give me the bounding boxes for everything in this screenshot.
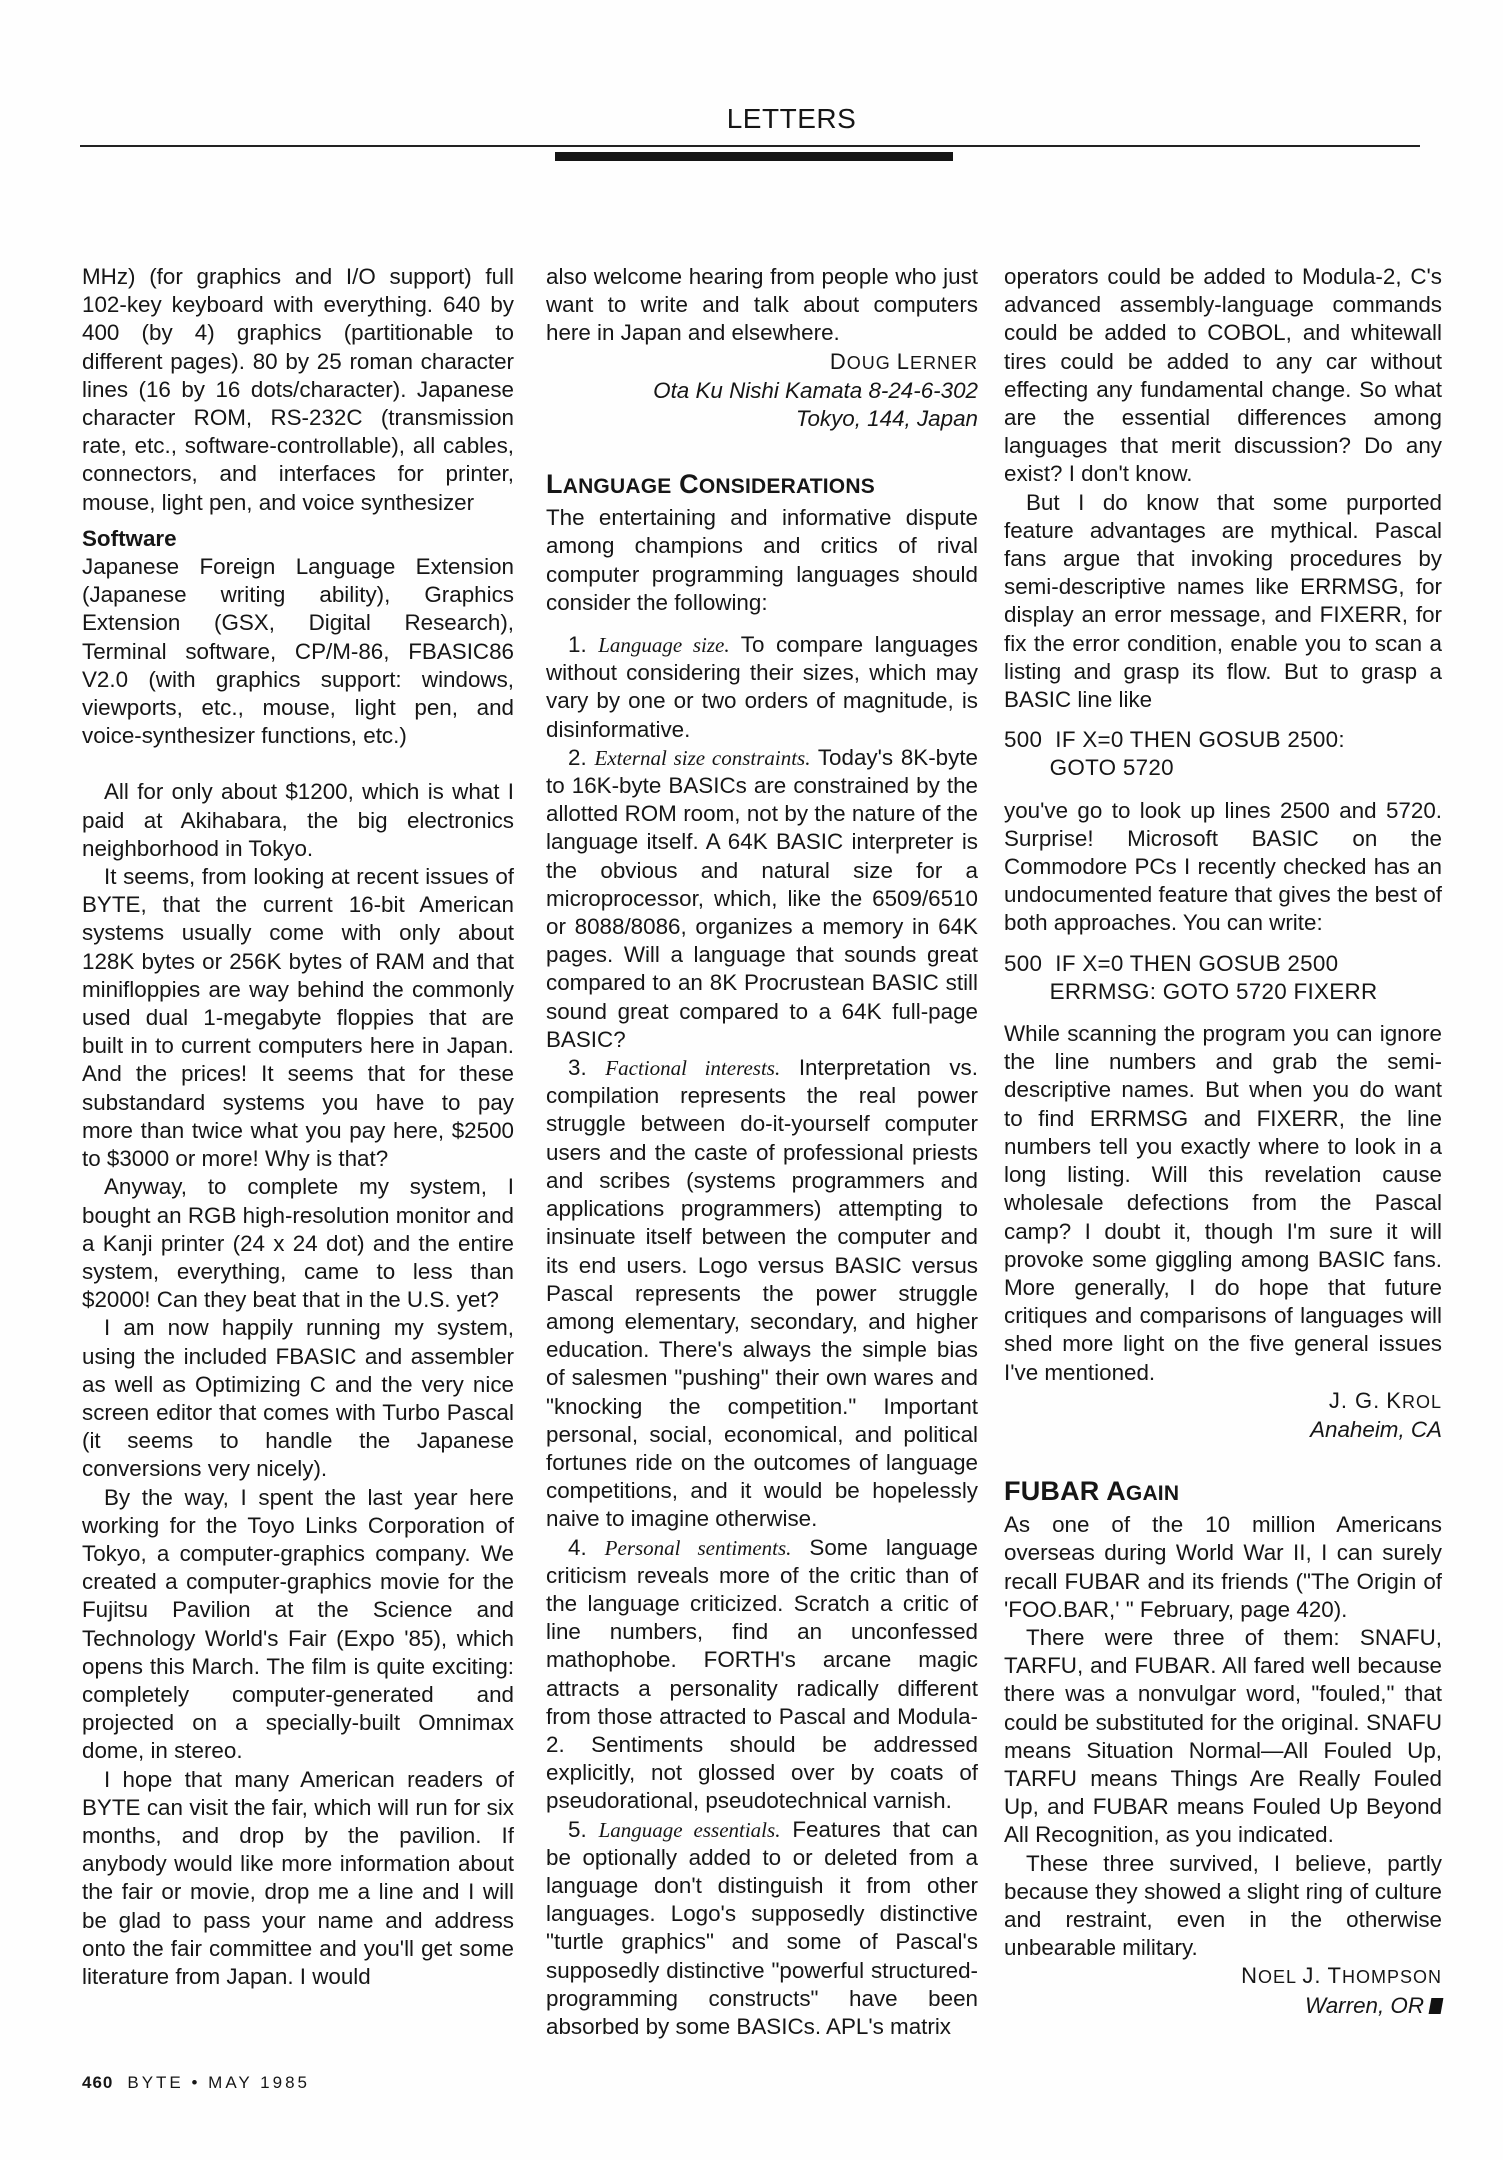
header-bar: [555, 152, 953, 161]
page-footer: [82, 2073, 310, 2093]
end-mark-icon: [1429, 1998, 1444, 2014]
address-line: Ota Ku Nishi Kamata 8-24-6-302: [653, 377, 978, 403]
software-heading: Software: [82, 525, 177, 551]
list-item: 1. Language size. To compare languages without considering their sizes, which may vary by one or two orders of magnitude, is disinformative.: [546, 632, 978, 742]
page-number: 460: [82, 2073, 114, 2092]
footer-text: BYTE • MAY 1985: [127, 2073, 310, 2092]
paragraph: I am now happily running my system, using the included FBASIC and assembler as well as Optimizing C and the very nice screen editor that comes with Turbo Pascal (it seems to handle the Japanese conversions very nicely).: [82, 1315, 514, 1482]
paragraph: These three survived, I believe, partly because they showed a slight ring of culture and restraint, even in the otherwise unbearable military.: [1004, 1850, 1442, 1961]
fubar-again-heading: FUBAR AGAIN: [1004, 1476, 1180, 1507]
header-rule: [80, 145, 1420, 147]
paragraph: I hope that many American readers of BYTE can visit the fair, which will run for six months, and drop by the pavilion. If anybody would like more information about the fair or movie, drop me a line and I will be glad to pass your name and address onto the fair committee and you'll get some literature from Japan. I would: [82, 1766, 514, 1989]
section-title: LETTERS: [726, 103, 857, 134]
address-line: Warren, OR: [1004, 1992, 1442, 2020]
paragraph: But I do know that some purported feature advantages are mythical. Pascal fans argue that invoking procedures by semi-descriptive names like ERRMSG, for display an error message, and FIXERR, for fix the error condition, enable you to scan a listing and grasp its flow. But to grasp a BASIC line like: [1004, 489, 1442, 713]
list-item: 5. Language essentials. Features that can be optionally added to or deleted from a language don't distinguish it from other languages. Logo's supposedly distinctive "turtle graphics" and some of Pascal's supposedly distinctive "powerful structured-programming constructs" have been absorbed by some BASICs. APL's matrix: [546, 1816, 978, 2039]
paragraph: Anyway, to complete my system, I bought an RGB high-resolution monitor and a Kanji printer (24 x 24 dot) and the entire system, everything, came to less than $2000! Can they beat that in the U.S. yet?: [82, 1174, 514, 1313]
signature-krol: J. G. KROL: [1328, 1387, 1442, 1413]
paragraph: The entertaining and informative dispute among champions and critics of rival computer programming languages should consider the following:: [546, 505, 978, 615]
signature-thompson: NOEL J. THOMPSON: [1241, 1963, 1442, 1989]
code-line: 500 IF X=0 THEN GOSUB 2500: [1004, 950, 1339, 976]
paragraph: All for only about $1200, which is what I paid at Akihabara, the big electronics neighborhood in Tokyo.: [82, 779, 514, 861]
column-2: [546, 263, 978, 2041]
paragraph: MHz) (for graphics and I/O support) full 102-key keyboard with everything. 640 by 400 (by 4) graphics (partitionable to different pages). 80 by 25 roman character lines (16 by 16 dots/character). Japanese character ROM, RS-232C (transmission rate, etc., software-controllable), all cables, connectors, and interfaces for printer, mouse, light pen, and voice synthesizer: [82, 264, 514, 515]
paragraph: you've go to look up lines 2500 and 5720. Surprise! Microsoft BASIC on the Commodore PCs I recently checked has an undocumented feature that gives the best of both approaches. You can write:: [1004, 797, 1442, 936]
paragraph: There were three of them: SNAFU, TARFU, and FUBAR. All fared well because there was a nonvulgar word, "fouled," that could be substituted for the original. SNAFU means Situation Normal—All Fouled Up, TARFU means Things Are Really Fouled Up, and FUBAR means Fouled Up Beyond All Recognition, as you indicated.: [1004, 1624, 1442, 1848]
code-line: GOTO 5720: [1004, 755, 1174, 781]
column-1: [82, 263, 514, 1991]
code-line: 500 IF X=0 THEN GOSUB 2500:: [1004, 727, 1345, 753]
paragraph: also welcome hearing from people who just want to write and talk about computers here in Japan and elsewhere.: [546, 264, 978, 346]
list-item: 2. External size constraints. Today's 8K-byte to 16K-byte BASICs are constrained by the allotted ROM room, not by the nature of the language itself. A 64K BASIC interpreter is the obvious and natural size for a microprocessor, which, like the 6509/6510 or 8088/8086, organizes a memory in 64K pages. Will a language that sounds great compared to an 8K Procrustean BASIC still sound great compared to a 64K full-page BASIC?: [546, 744, 978, 1052]
code-line: ERRMSG: GOTO 5720 FIXERR: [1004, 978, 1378, 1004]
code-block: [1004, 726, 1442, 782]
language-considerations-heading: LANGUAGE CONSIDERATIONS: [546, 469, 875, 500]
paragraph: By the way, I spent the last year here working for the Toyo Links Corporation of Tokyo, a computer-graphics company. We created a computer-graphics movie for the Fujitsu Pavilion at the Science and Technology World's Fair (Expo '85), which opens this March. The film is quite exciting: completely computer-generated and projected on a specially-built Omnimax dome, in stereo.: [82, 1484, 514, 1764]
list-item: 4. Personal sentiments. Some language criticism reveals more of the critic than of the language criticized. Scratch a critic of line numbers, find an unconfessed mathophobe. FORTH's arcane magic attracts a personality radically different from those attracted to Pascal and Modula-2. Sentiments should be addressed explicitly, not glossed over by coats of pseudorational, pseudotechnical varnish.: [546, 1534, 978, 1814]
paragraph: Japanese Foreign Language Extension (Japanese writing ability), Graphics Extension (GSX, Digital Research), Terminal software, CP/M-86, FBASIC86 V2.0 (with graphics support: windows, viewports, etc., mouse, light pen, and voice-synthesizer functions, etc.): [82, 554, 514, 749]
column-3: [1004, 263, 1442, 2020]
paragraph: While scanning the program you can ignore the line numbers and grab the semi-descriptive names. But when you do want to find ERRMSG and FIXERR, the line numbers tell you exactly where to look in a long listing. Will this revelation cause wholesale defections from the Pascal camp? I doubt it, though I'm sure it will provoke some giggling among BASIC fans. More generally, I do hope that future critiques and comparisons of languages will shed more light on the five general issues I've mentioned.: [1004, 1021, 1442, 1385]
paragraph: As one of the 10 million Americans overseas during World War II, I can surely recall FUBAR and its friends ("The Origin of 'FOO.BAR,' " February, page 420).: [1004, 1512, 1442, 1622]
list-item: 3. Factional interests. Interpretation vs. compilation represents the real power struggle between do-it-yourself computer users and the caste of professional priests and scribes (systems programmers and applications programmers) attempting to insinuate itself between the computer and its end users. Logo versus BASIC versus Pascal represents the power struggle among elementary, secondary, and higher education. There's always the simple bias of salesmen "pushing" their own wares and "knocking the competition." Important personal, social, economical, and political fortunes ride on the outcomes of language competitions, and it would be hopelessly naive to imagine otherwise.: [546, 1055, 978, 1532]
address-line: Tokyo, 144, Japan: [795, 406, 978, 432]
paragraph: operators could be added to Modula-2, C's advanced assembly-language commands could be added to COBOL, and whitewall tires could be added to any car without effecting any fundamental change. So what are the essential differences among languages that merit discussion? Do any exist? I don't know.: [1004, 264, 1442, 487]
address-line: Anaheim, CA: [1310, 1416, 1442, 1442]
signature-lerner: DOUG LERNER: [829, 348, 978, 374]
paragraph: It seems, from looking at recent issues of BYTE, that the current 16-bit American systems usually come with only about 128K bytes or 256K bytes of RAM and that minifloppies are way behind the commonly used dual 1-megabyte floppies that are built in to current computers here in Japan. And the prices! It seems that for these substandard systems you have to pay more than twice what you pay here, $2500 to $3000 or more! Why is that?: [82, 864, 514, 1172]
code-block: [1004, 950, 1442, 1006]
